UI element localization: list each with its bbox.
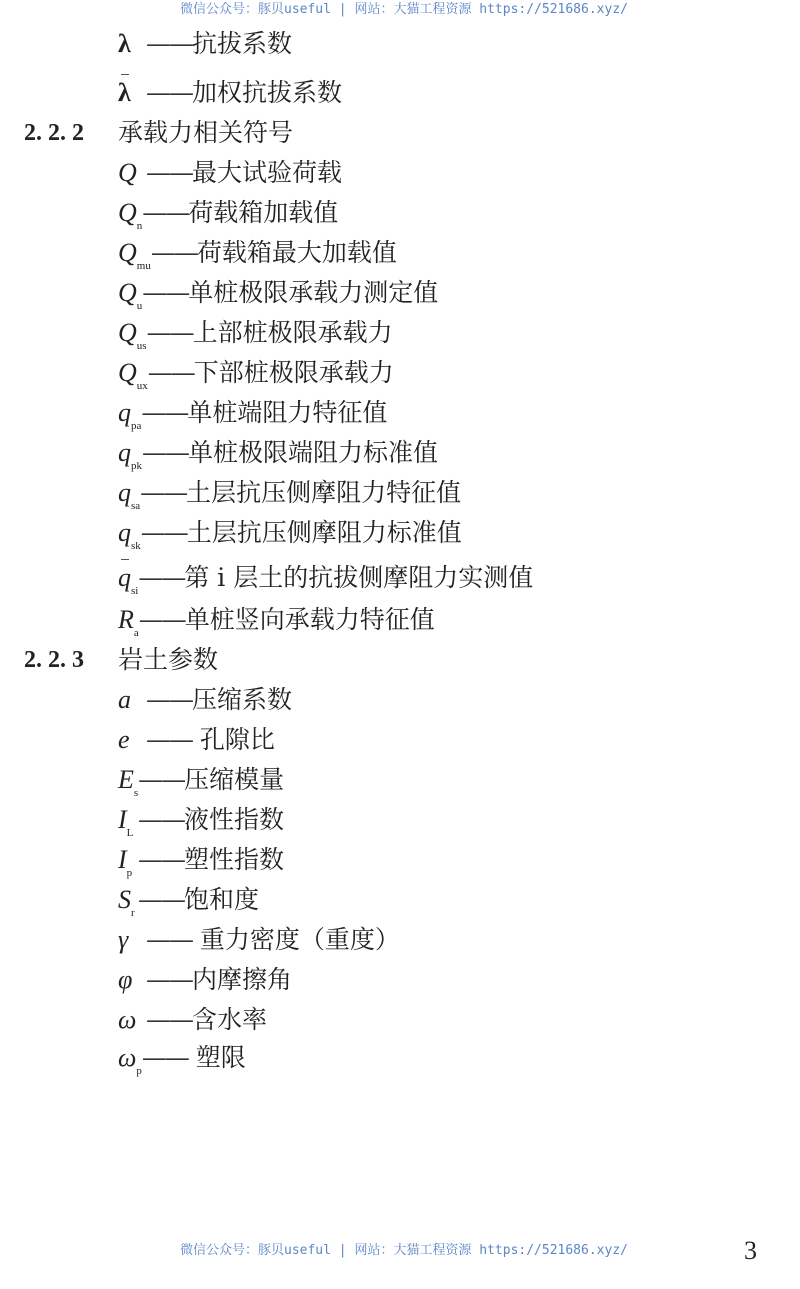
em-dash: —— <box>145 965 192 994</box>
symbol-letter: Q <box>118 318 137 347</box>
symbol-entry <box>118 516 462 550</box>
symbol <box>118 1041 142 1088</box>
symbol-subscript: sk <box>131 540 141 552</box>
symbol-subscript: si <box>131 585 139 597</box>
symbol-description: 塑性指数 <box>184 845 285 874</box>
symbol-letter: φ <box>118 965 133 994</box>
symbol-entry <box>118 561 533 595</box>
symbol-description: 单桩极限承载力测定值 <box>188 278 439 307</box>
em-dash: —— <box>145 29 192 58</box>
symbol <box>118 561 138 608</box>
symbol-subscript: n <box>136 220 143 232</box>
symbol-description: 最大试验荷载 <box>191 158 342 187</box>
em-dash: —— <box>145 158 192 187</box>
symbol-entry <box>118 196 338 230</box>
symbol-description: 抗拔系数 <box>191 29 292 58</box>
em-dash: —— <box>145 725 192 754</box>
section-heading: 承载力相关符号 <box>118 118 294 147</box>
symbol-entry <box>118 156 342 190</box>
em-dash: —— <box>138 885 184 914</box>
symbol-letter: ω <box>118 1005 137 1034</box>
symbol-entry <box>118 27 292 61</box>
symbol-description: 塑限 <box>187 1043 246 1072</box>
symbol-entry <box>118 683 292 717</box>
em-dash: —— <box>141 1043 188 1072</box>
symbol-subscript: sa <box>131 500 141 512</box>
em-dash: —— <box>146 318 193 347</box>
symbol-letter: γ <box>118 925 129 954</box>
em-dash: —— <box>138 845 184 874</box>
symbol-description: 单桩极限端阻力标准值 <box>188 438 439 467</box>
symbol-entry <box>118 883 259 917</box>
symbol-entry <box>118 843 284 877</box>
symbol-subscript: p <box>126 867 133 879</box>
symbol-entry <box>118 803 284 837</box>
symbol <box>118 27 138 61</box>
symbol-entry <box>118 316 393 350</box>
symbol-entry <box>118 923 400 957</box>
symbol-entry <box>118 763 284 797</box>
symbol-letter: R <box>118 605 134 634</box>
em-dash: —— <box>145 925 192 954</box>
page-number: 3 <box>744 1236 757 1265</box>
em-dash: —— <box>142 278 189 307</box>
symbol-letter: e <box>118 725 130 754</box>
watermark-top: 微信公众号：豚贝useful | 网站：大猫工程资源 https://521686.xyz/ <box>180 2 628 17</box>
em-dash: —— <box>145 685 192 714</box>
symbol <box>118 723 138 757</box>
em-dash: —— <box>138 765 185 794</box>
symbol-description: 饱和度 <box>184 885 260 914</box>
symbol-description: 土层抗压侧摩阻力特征值 <box>186 478 462 507</box>
symbol-letter: λ <box>118 29 131 58</box>
em-dash: —— <box>138 563 185 592</box>
symbol-description: 内摩擦角 <box>191 965 292 994</box>
symbol-letter: a <box>118 685 131 714</box>
symbol-description: 第 i 层土的抗拔侧摩阻力实测值 <box>184 563 534 592</box>
symbol-description: 单桩竖向承载力特征值 <box>184 605 435 634</box>
symbol-subscript: p <box>136 1065 142 1077</box>
symbol <box>118 156 138 190</box>
symbol-description: 重力密度（重度） <box>191 925 400 954</box>
symbol-letter: Q <box>118 238 137 267</box>
symbol-letter: q <box>118 478 131 507</box>
symbol-subscript: r <box>131 907 135 919</box>
symbol-letter: E <box>118 765 134 794</box>
symbol-letter: q <box>118 438 131 467</box>
symbol-entry <box>118 723 275 757</box>
symbol-letter: q <box>118 518 131 547</box>
symbol-letter: Q <box>118 358 137 387</box>
symbol-entry <box>118 276 438 310</box>
symbol-subscript: mu <box>136 260 151 272</box>
em-dash: —— <box>141 398 188 427</box>
em-dash: —— <box>140 518 187 547</box>
section-heading: 岩土参数 <box>118 645 219 674</box>
symbol <box>118 516 141 563</box>
em-dash: —— <box>140 478 187 507</box>
symbol <box>118 683 138 717</box>
symbol-subscript: ux <box>136 380 148 392</box>
symbol-entry <box>118 436 438 470</box>
symbol-description: 土层抗压侧摩阻力标准值 <box>186 518 462 547</box>
symbol-entry <box>118 76 342 110</box>
symbol-description: 孔隙比 <box>191 725 275 754</box>
symbol <box>118 76 138 110</box>
symbol <box>118 1003 138 1037</box>
symbol-subscript: pa <box>131 420 142 432</box>
symbol-subscript: a <box>133 627 139 639</box>
em-dash: —— <box>138 805 184 834</box>
symbol-description: 含水率 <box>191 1005 267 1034</box>
symbol-letter: λ <box>118 78 131 107</box>
section-number: 2. 2. 2 <box>24 120 84 146</box>
symbol-subscript: us <box>136 340 147 352</box>
em-dash: —— <box>145 1005 192 1034</box>
symbol-entry <box>118 236 397 270</box>
symbol-description: 压缩模量 <box>184 765 285 794</box>
symbol-entry <box>118 476 461 510</box>
watermark-bottom: 微信公众号：豚贝useful | 网站：大猫工程资源 https://521686.xyz/ <box>180 1243 628 1258</box>
symbol <box>118 963 138 997</box>
symbol-entry <box>118 963 292 997</box>
symbol-letter: Q <box>118 158 137 187</box>
symbol-subscript: L <box>126 827 134 839</box>
em-dash: —— <box>142 438 188 467</box>
symbol-entry <box>118 356 394 390</box>
symbol-description: 荷载箱最大加载值 <box>196 238 397 267</box>
em-dash: —— <box>138 605 185 634</box>
symbol-letter: Q <box>118 278 137 307</box>
em-dash: —— <box>147 358 194 387</box>
symbol-letter: I <box>118 805 127 834</box>
em-dash: —— <box>145 78 192 107</box>
symbol-description: 下部桩极限承载力 <box>193 358 394 387</box>
symbol-letter: ω <box>118 1043 137 1072</box>
symbol-description: 液性指数 <box>184 805 285 834</box>
symbol-letter: S <box>118 885 131 914</box>
symbol-letter: I <box>118 845 127 874</box>
symbol-letter: q <box>118 398 131 427</box>
symbol-subscript: pk <box>131 460 142 472</box>
symbol-entry <box>118 396 387 430</box>
symbol-description: 压缩系数 <box>191 685 292 714</box>
symbol-subscript: u <box>136 300 143 312</box>
symbol-description: 单桩端阻力特征值 <box>187 398 388 427</box>
symbol-entry <box>118 1041 246 1075</box>
symbol-description: 上部桩极限承载力 <box>192 318 393 347</box>
symbol-letter: q <box>118 563 131 592</box>
symbol-entry <box>118 1003 267 1037</box>
section-number: 2. 2. 3 <box>24 647 84 673</box>
em-dash: —— <box>142 198 189 227</box>
symbol-entry <box>118 603 435 637</box>
symbol-subscript: s <box>133 787 139 799</box>
symbol-description: 荷载箱加载值 <box>188 198 339 227</box>
em-dash: —— <box>150 238 197 267</box>
symbol-letter: Q <box>118 198 137 227</box>
symbol <box>118 923 138 957</box>
symbol-description: 加权抗拔系数 <box>191 78 342 107</box>
